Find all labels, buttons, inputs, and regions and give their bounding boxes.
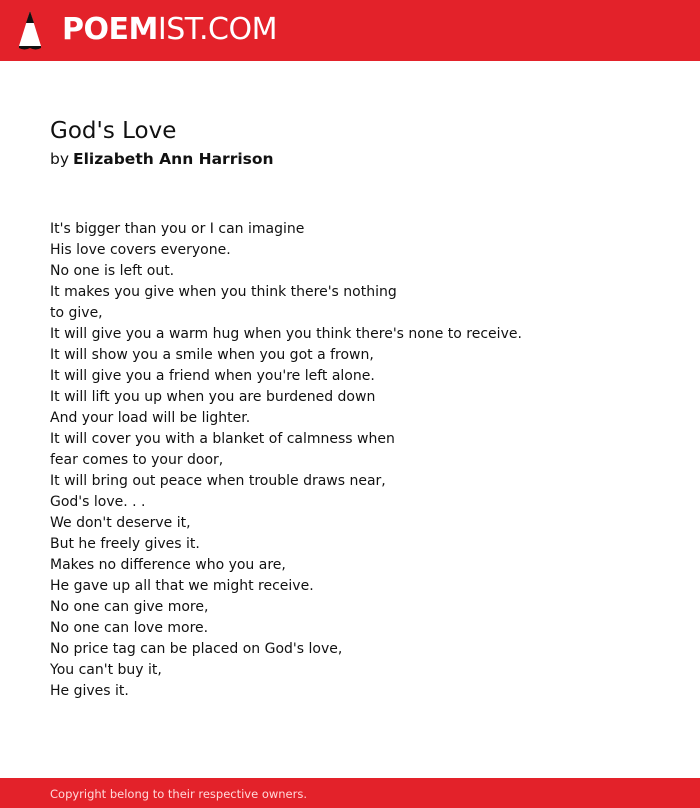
- poem-line: It will lift you up when you are burdened down: [50, 389, 376, 405]
- poem-body: [50, 219, 670, 702]
- logo-brand-bold: POEM: [62, 12, 158, 47]
- pencil-tip-icon[interactable]: [18, 10, 42, 51]
- poem-line: It makes you give when you think there's nothing: [50, 284, 397, 300]
- site-logo[interactable]: [62, 13, 277, 47]
- poem-line: We don't deserve it,: [50, 515, 191, 531]
- poem-line: But he freely gives it.: [50, 536, 200, 552]
- poem-line: And your load will be lighter.: [50, 410, 251, 426]
- poem-line: You can't buy it,: [50, 662, 162, 678]
- poem-line: He gave up all that we might receive.: [50, 578, 314, 594]
- copyright-notice: Copyright belong to their respective owners.: [50, 787, 308, 801]
- poem-line: fear comes to your door,: [50, 452, 224, 468]
- poem-line: It will cover you with a blanket of calmness when: [50, 431, 395, 447]
- poem-line: It will give you a warm hug when you think there's none to receive.: [50, 326, 522, 342]
- poem-line: It will show you a smile when you got a frown,: [50, 347, 374, 363]
- poem-line: to give,: [50, 305, 103, 321]
- poem-line: No price tag can be placed on God's love,: [50, 641, 343, 657]
- site-header: [0, 0, 700, 61]
- author-name: Elizabeth Ann Harrison: [73, 150, 274, 168]
- site-footer: [0, 778, 700, 808]
- poem-line: God's love. . .: [50, 494, 146, 510]
- poem-line: No one can give more,: [50, 599, 209, 615]
- logo-brand-light: IST.COM: [157, 12, 277, 47]
- poem-title: God's Love: [50, 118, 177, 144]
- by-label: by: [50, 150, 70, 168]
- byline: [50, 149, 274, 169]
- poem-line: It's bigger than you or I can imagine: [50, 221, 305, 237]
- poem-line: No one can love more.: [50, 620, 209, 636]
- poem-line: He gives it.: [50, 683, 129, 699]
- poem-line: It will give you a friend when you're left alone.: [50, 368, 375, 384]
- poem-line: It will bring out peace when trouble draws near,: [50, 473, 386, 489]
- poem-line: No one is left out.: [50, 263, 175, 279]
- poem-line: His love covers everyone.: [50, 242, 231, 258]
- poem-line: Makes no difference who you are,: [50, 557, 286, 573]
